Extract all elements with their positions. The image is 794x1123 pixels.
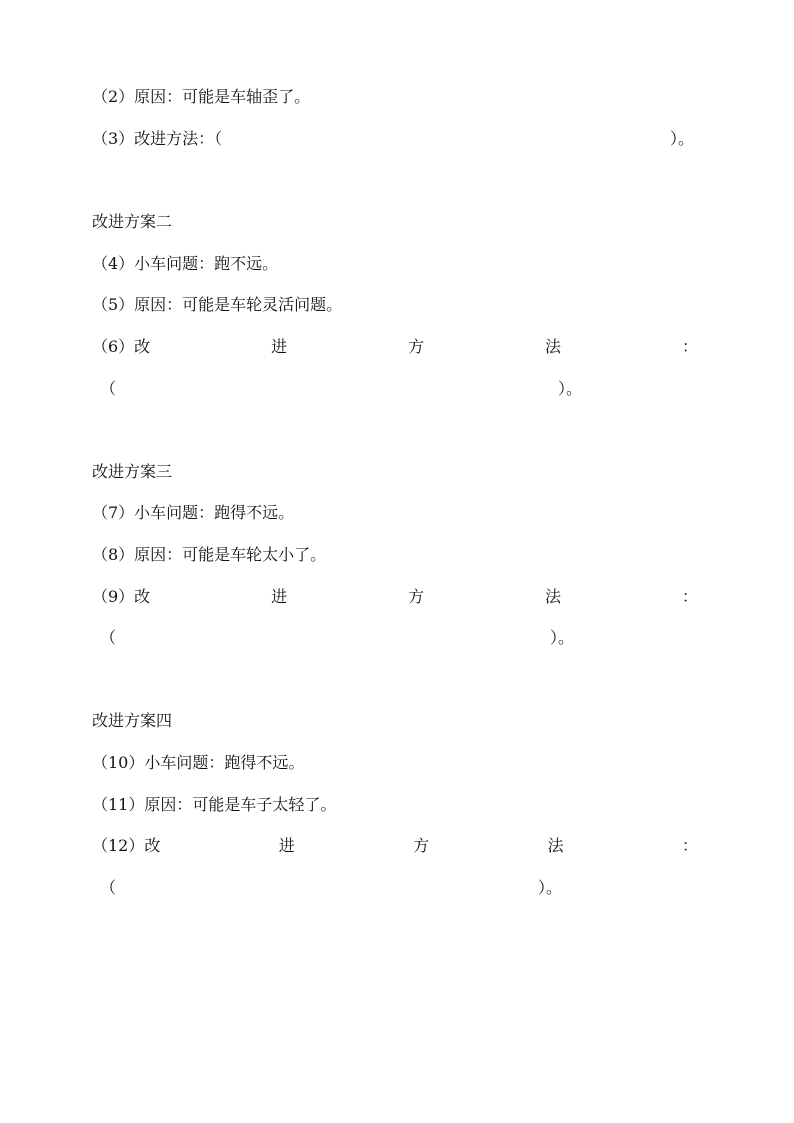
scheme4-method-part: 方 bbox=[413, 836, 430, 855]
scheme2-method-part: ： bbox=[681, 337, 698, 356]
scheme4-close-paren: ）。 bbox=[538, 878, 563, 897]
scheme4-method-part: 法 bbox=[547, 836, 564, 855]
scheme2-open-paren: （ bbox=[100, 379, 117, 398]
scheme3-method-part: 方 bbox=[408, 587, 425, 606]
scheme2-title: 改进方案二 bbox=[92, 212, 173, 231]
scheme2-cause: （5）原因：可能是车轮灵活问题。 bbox=[92, 295, 343, 314]
scheme2-close-paren: ）。 bbox=[558, 379, 583, 398]
scheme2-method-part: 进 bbox=[271, 337, 288, 356]
scheme4-open-paren: （ bbox=[100, 878, 117, 897]
scheme1-method bbox=[92, 129, 712, 149]
scheme1-method-prefix: （3）改进方法：（ bbox=[92, 129, 223, 148]
scheme4-answer-blank bbox=[100, 878, 600, 898]
scheme3-title: 改进方案三 bbox=[92, 462, 173, 481]
scheme3-open-paren: （ bbox=[100, 628, 117, 647]
scheme3-cause: （8）原因：可能是车轮太小了。 bbox=[92, 545, 327, 564]
scheme3-method-part: ： bbox=[681, 587, 698, 606]
scheme2-method-part: 法 bbox=[545, 337, 562, 356]
scheme3-answer-blank bbox=[100, 628, 600, 648]
scheme4-method-part: 进 bbox=[278, 836, 295, 855]
scheme3-method-part: 进 bbox=[271, 587, 288, 606]
scheme3-close-paren: ）。 bbox=[550, 628, 575, 647]
scheme3-problem: （7）小车问题：跑得不远。 bbox=[92, 503, 295, 522]
scheme3-method-part: 法 bbox=[545, 587, 562, 606]
scheme4-title: 改进方案四 bbox=[92, 711, 173, 730]
scheme1-method-suffix: ）。 bbox=[670, 129, 695, 148]
scheme4-cause: （11）原因：可能是车子太轻了。 bbox=[92, 795, 337, 814]
scheme4-method-part: （12）改 bbox=[92, 836, 161, 855]
scheme3-method-label bbox=[92, 587, 698, 607]
scheme4-problem: （10）小车问题：跑得不远。 bbox=[92, 753, 305, 772]
scheme2-problem: （4）小车问题：跑不远。 bbox=[92, 254, 279, 273]
scheme3-method-part: （9）改 bbox=[92, 587, 151, 606]
scheme2-method-part: 方 bbox=[408, 337, 425, 356]
scheme2-method-part: （6）改 bbox=[92, 337, 151, 356]
scheme2-method-label bbox=[92, 337, 698, 357]
scheme2-answer-blank bbox=[100, 379, 600, 399]
scheme4-method-part: ： bbox=[681, 836, 698, 855]
scheme1-cause: （2）原因：可能是车轴歪了。 bbox=[92, 87, 311, 106]
scheme4-method-label bbox=[92, 836, 698, 856]
